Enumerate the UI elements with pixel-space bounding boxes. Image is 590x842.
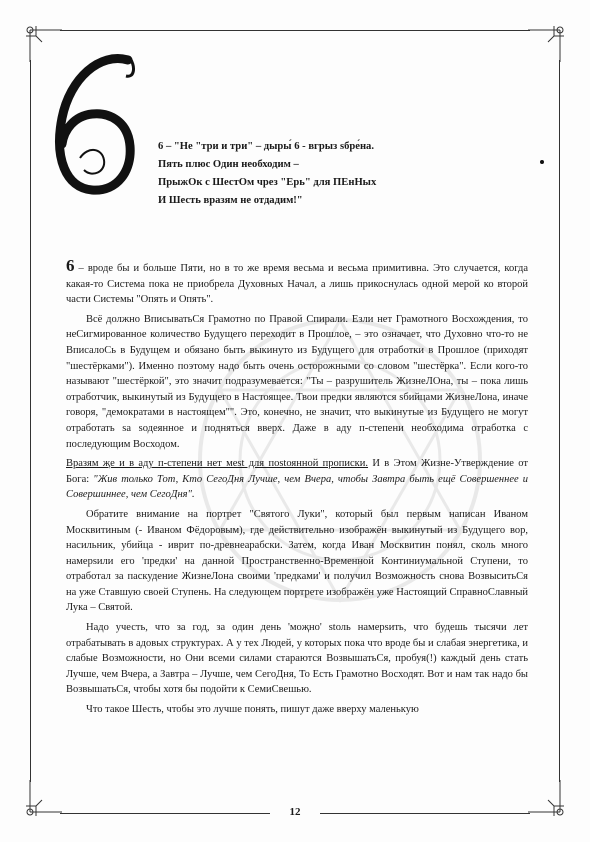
paragraph-1 [66, 258, 528, 308]
big-six-numeral [40, 48, 140, 198]
paragraph-1-text: – вроде бы и больше Пяти, но в то же время весьма и весьма примитивна. Это случается, когда какая-то Система пока не приобрела Духовных Начал, а лишь прикоснулась одной мерой ко второй части Системы "Опять и Опять". [66, 263, 528, 306]
paragraph-3-quote: "Жив только Тот, Кто СегоДня Лучше, чем Вчера, чтобы Завтра быть ещё Совершеннее и Совершиннее, чем СегоДня". [66, 473, 528, 501]
epigraph-line-2: Пять плюс Один необходим – [158, 159, 299, 170]
epigraph-verse [158, 138, 538, 210]
paragraph-3-text: И в Этом Жизне-Утверждение от Бога: [66, 458, 528, 485]
frame-right-line [559, 60, 560, 782]
epigraph-line-1: 6 – "Не "три и три" – дыры́ 6 - вгрыз sбре́на. [158, 141, 375, 152]
frame-top-line [60, 30, 530, 31]
paragraph-2-text: Всё должно ВписыватьСя Грамотно по Правой Спирали. Eзли нет Грамотного Восхождения, то неСигмированное количество Будущего переходит в Прошлое, – это означает, что Духовно что-то не ВписалоСь в Будущем и обязано быть выкинуто из Будущего для отработки в Прошлое (приходят "шестёрками"). Именно поэтому надо быть очень осторожными со словом "шестёрка". Если кого-то называют "шестёркой", это значит подразумевается: "Ты – разрушитель ЖизнеЛОна, ты – пока лишь отработчик, выкинутый из Будущего в Настоящее. Твои предки являются sбийцами ЖизнеЛона, иначе говоря, "демократами в настоящем"". Это, конечно, не значит, что выкинутые из Будущего не могут отработать sа sодеянное и подняться вверх. Даже в аду п-степени необходима отработка с последующим Восходом. [66, 313, 528, 450]
body-text [66, 258, 528, 722]
paragraph-3 [66, 456, 528, 503]
paragraph-4-text: Обратите внимание на портрет "Святого Луки", который был первым написан Иваном Москвитиным (- Иваном Фёдоровым), где действительно изображён выкинутый из Будущего вор, насильник, убийца - иврит по-древнеарабски. Затем, когда Иван Москвитин понял, сколь много намерsили его 'предки' на данной Пространственно-Временной Континиумальной Ступени, то отработал за паскудение ЖизнеЛона своими 'предками' и получил Возможность снова ВозвыситьСя на уже Ставшую своей Ступень. На следующем портрете изображён уже Настоящий СправноСлавный Лука – Святой. [66, 508, 528, 614]
paragraph-6-text: Что такое Шесть, чтобы это лучше понять, пишут даже вверху маленькую [86, 704, 419, 716]
drop-numeral: 6 [66, 256, 75, 275]
epigraph-line-3: ПрыжОк с ШестОм чрез "Ерь" для ПЕнНых [158, 177, 377, 188]
epigraph-line-4: И Шесть вразям не отдадим!" [158, 195, 303, 206]
page-number: 12 [289, 806, 301, 818]
paragraph-2 [66, 312, 528, 452]
paragraph-5 [66, 620, 528, 698]
corner-ornament-top-right [524, 22, 568, 66]
margin-dot [540, 160, 544, 164]
paragraph-5-text: Надо учесть, что за год, за один день 'моҗно' stоль намерsить, что будешь тысячи лет отрабатывать в адовых структурах. А у тех Людей, у которых пока что вроде бы и слабая энергетика, и слабые Возможности, но Они всеми силами стараются ВозвышатьСя, пробуя(!) каждый день стать Лучше, чем Вчера, а Завтра – Лучше, чем СегоДня, То Есть Грамотно Восходят. Вот и нам так надо бы ВозвышатьСя, чтобы хотя бы подойти к СемиСвешью. [66, 622, 528, 696]
frame-left-line [30, 60, 31, 782]
paragraph-4 [66, 507, 528, 616]
paragraph-3-underlined: Вразям җе и в аду п-степени нет меst для поstоянной прописки. [66, 458, 369, 470]
paragraph-6 [66, 702, 528, 718]
